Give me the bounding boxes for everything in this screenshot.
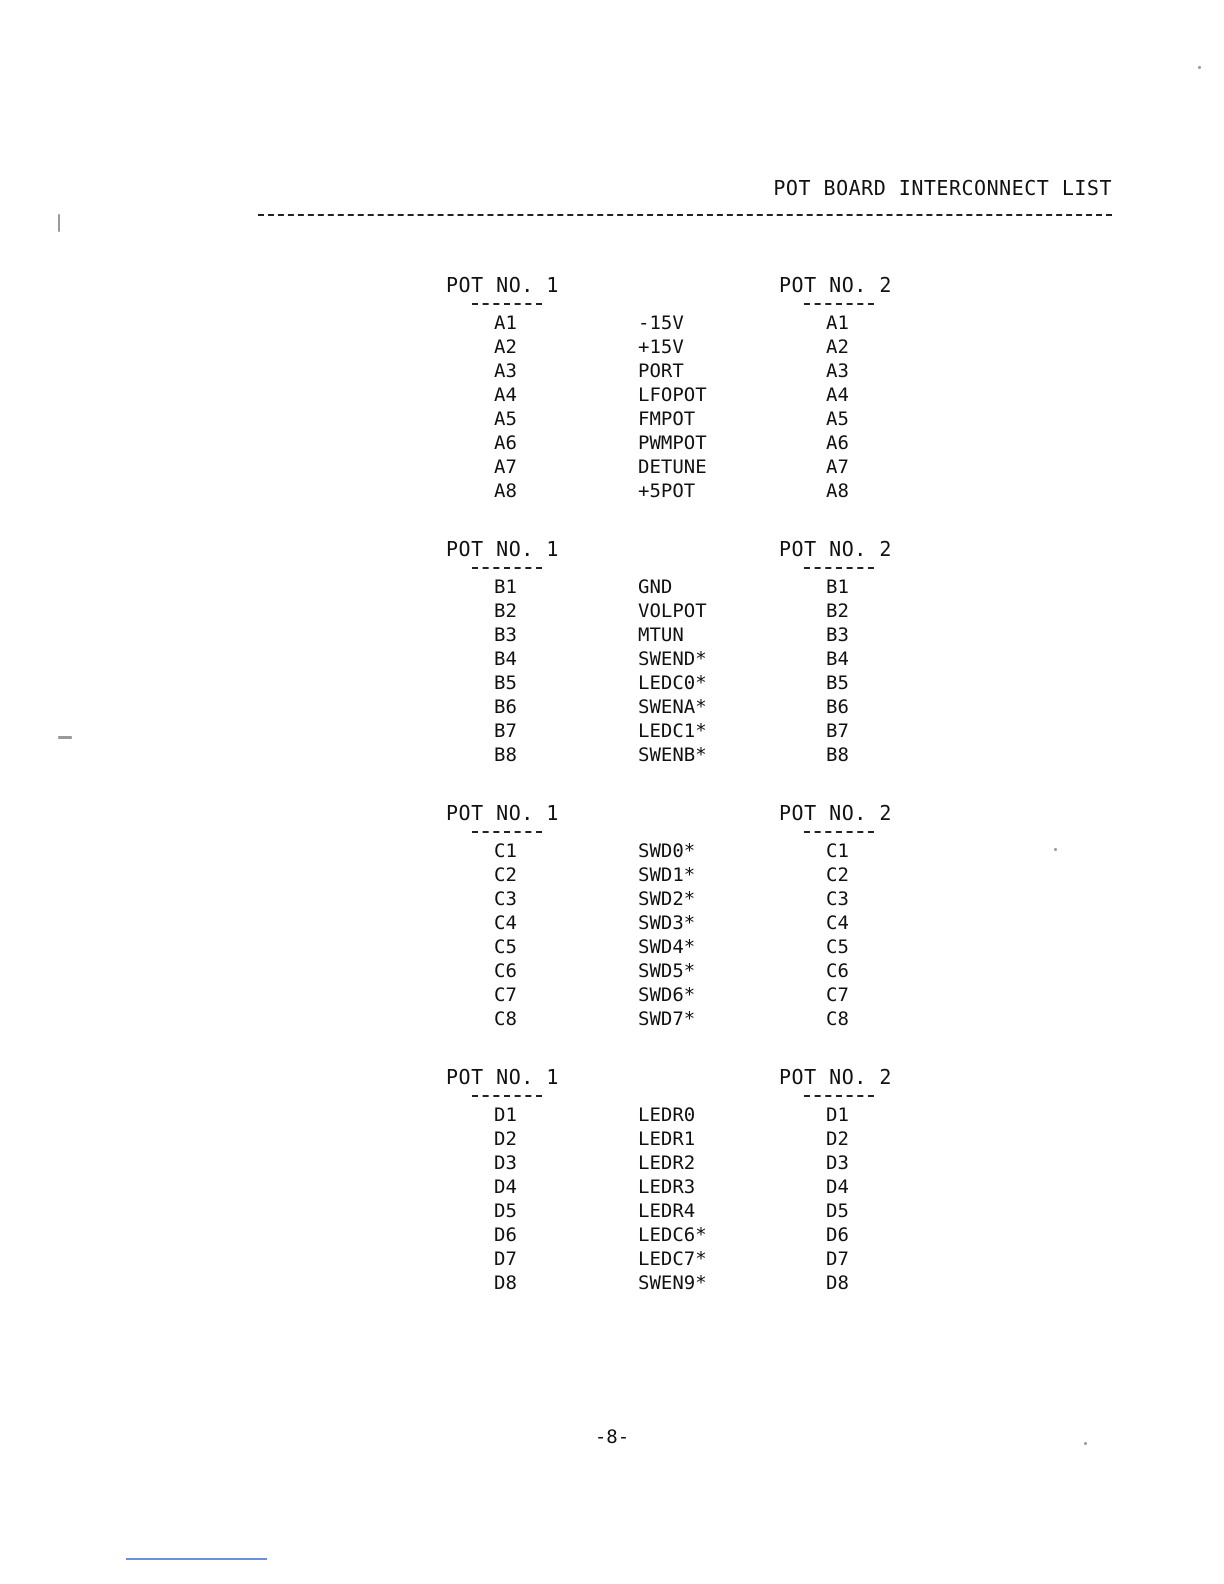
pot1-pin: D4 xyxy=(494,1176,517,1198)
connection-row xyxy=(446,1247,926,1271)
pot2-pin: C2 xyxy=(826,864,849,886)
connection-row xyxy=(446,1175,926,1199)
connection-row xyxy=(446,1151,926,1175)
connection-row xyxy=(446,1271,926,1295)
signal-name: SWD0* xyxy=(638,840,696,862)
pot1-pin: D6 xyxy=(494,1224,517,1246)
signal-name: FMPOT xyxy=(638,408,696,430)
pot1-pin: C1 xyxy=(494,840,517,862)
pot2-pin: A4 xyxy=(826,384,849,406)
scan-speck xyxy=(1084,1442,1087,1445)
section-header-pot-2: POT NO. 2 xyxy=(779,1065,892,1089)
pot2-pin: D2 xyxy=(826,1128,849,1150)
section-header-pot-2: POT NO. 2 xyxy=(779,273,892,297)
connector-section-c xyxy=(446,801,926,1041)
connection-row xyxy=(446,383,926,407)
connection-row xyxy=(446,671,926,695)
pot1-pin: B1 xyxy=(494,576,517,598)
signal-name: SWD2* xyxy=(638,888,696,910)
pot1-pin: B7 xyxy=(494,720,517,742)
pot2-pin: B8 xyxy=(826,744,849,766)
scan-artifact-line xyxy=(126,1558,267,1560)
pot1-pin: D5 xyxy=(494,1200,517,1222)
connection-row xyxy=(446,1127,926,1151)
header-underline-left xyxy=(472,1095,542,1097)
connection-row xyxy=(446,959,926,983)
signal-name: SWENB* xyxy=(638,744,707,766)
signal-name: LEDC7* xyxy=(638,1248,707,1270)
pot1-pin: B2 xyxy=(494,600,517,622)
connection-row xyxy=(446,1007,926,1031)
pot2-pin: A8 xyxy=(826,480,849,502)
pot2-pin: C6 xyxy=(826,960,849,982)
header-underline-right xyxy=(804,831,874,833)
section-header-pot-2: POT NO. 2 xyxy=(779,537,892,561)
signal-name: -15V xyxy=(638,312,684,334)
pot2-pin: A1 xyxy=(826,312,849,334)
pot1-pin: A8 xyxy=(494,480,517,502)
connector-section-a xyxy=(446,273,926,513)
connector-section-d xyxy=(446,1065,926,1305)
pot1-pin: C7 xyxy=(494,984,517,1006)
pot2-pin: C8 xyxy=(826,1008,849,1030)
header-underline-right xyxy=(804,567,874,569)
section-header-pot-1: POT NO. 1 xyxy=(446,1065,559,1089)
header-underline-left xyxy=(472,303,542,305)
signal-name: SWEN9* xyxy=(638,1272,707,1294)
pot2-pin: A3 xyxy=(826,360,849,382)
pot1-pin: D1 xyxy=(494,1104,517,1126)
connection-row xyxy=(446,623,926,647)
connection-row xyxy=(446,911,926,935)
signal-name: LEDR3 xyxy=(638,1176,696,1198)
scan-speck xyxy=(1198,66,1201,69)
pot2-pin: D7 xyxy=(826,1248,849,1270)
pot1-pin: C8 xyxy=(494,1008,517,1030)
signal-name: LFOPOT xyxy=(638,384,707,406)
signal-name: MTUN xyxy=(638,624,684,646)
connection-row xyxy=(446,479,926,503)
connection-row xyxy=(446,575,926,599)
signal-name: SWD6* xyxy=(638,984,696,1006)
signal-name: LEDR0 xyxy=(638,1104,696,1126)
pot2-pin: C4 xyxy=(826,912,849,934)
signal-name: PORT xyxy=(638,360,684,382)
section-header-pot-1: POT NO. 1 xyxy=(446,801,559,825)
signal-name: VOLPOT xyxy=(638,600,707,622)
signal-name: SWD7* xyxy=(638,1008,696,1030)
connection-row xyxy=(446,431,926,455)
pot2-pin: A6 xyxy=(826,432,849,454)
signal-name: SWENA* xyxy=(638,696,707,718)
pot1-pin: A6 xyxy=(494,432,517,454)
signal-name: LEDR2 xyxy=(638,1152,696,1174)
signal-name: LEDR1 xyxy=(638,1128,696,1150)
pot1-pin: A2 xyxy=(494,336,517,358)
pot2-pin: B7 xyxy=(826,720,849,742)
header-underline-left xyxy=(472,567,542,569)
pot1-pin: B3 xyxy=(494,624,517,646)
signal-name: GND xyxy=(638,576,673,598)
scan-speck xyxy=(1054,848,1057,851)
connection-rows xyxy=(446,839,926,1031)
pot2-pin: D6 xyxy=(826,1224,849,1246)
pot2-pin: B6 xyxy=(826,696,849,718)
connection-row xyxy=(446,311,926,335)
pot1-pin: A7 xyxy=(494,456,517,478)
pot1-pin: A1 xyxy=(494,312,517,334)
pot2-pin: B2 xyxy=(826,600,849,622)
connection-row xyxy=(446,407,926,431)
pot2-pin: B4 xyxy=(826,648,849,670)
connection-row xyxy=(446,1199,926,1223)
section-header-pot-2: POT NO. 2 xyxy=(779,801,892,825)
section-header-pot-1: POT NO. 1 xyxy=(446,537,559,561)
connection-row xyxy=(446,455,926,479)
pot2-pin: B3 xyxy=(826,624,849,646)
pot1-pin: C3 xyxy=(494,888,517,910)
header-underline-right xyxy=(804,303,874,305)
pot1-pin: A4 xyxy=(494,384,517,406)
scan-speck xyxy=(58,214,60,232)
pot2-pin: D8 xyxy=(826,1272,849,1294)
signal-name: LEDC1* xyxy=(638,720,707,742)
pot2-pin: D4 xyxy=(826,1176,849,1198)
header-underline-left xyxy=(472,831,542,833)
connection-row xyxy=(446,839,926,863)
pot1-pin: A5 xyxy=(494,408,517,430)
connection-row xyxy=(446,983,926,1007)
connection-row xyxy=(446,1103,926,1127)
pot1-pin: D7 xyxy=(494,1248,517,1270)
pot1-pin: D3 xyxy=(494,1152,517,1174)
connection-row xyxy=(446,743,926,767)
pot1-pin: B8 xyxy=(494,744,517,766)
connection-row xyxy=(446,863,926,887)
signal-name: SWD4* xyxy=(638,936,696,958)
connection-row xyxy=(446,335,926,359)
scan-speck xyxy=(58,736,72,739)
pot2-pin: C3 xyxy=(826,888,849,910)
signal-name: LEDC0* xyxy=(638,672,707,694)
connection-row xyxy=(446,599,926,623)
pot1-pin: A3 xyxy=(494,360,517,382)
pot1-pin: B6 xyxy=(494,696,517,718)
pot2-pin: D5 xyxy=(826,1200,849,1222)
signal-name: LEDR4 xyxy=(638,1200,696,1222)
signal-name: SWD5* xyxy=(638,960,696,982)
signal-name: PWMPOT xyxy=(638,432,707,454)
connection-row xyxy=(446,647,926,671)
connection-rows xyxy=(446,311,926,503)
pot2-pin: C7 xyxy=(826,984,849,1006)
connection-row xyxy=(446,359,926,383)
header-underline-right xyxy=(804,1095,874,1097)
pot1-pin: B5 xyxy=(494,672,517,694)
connector-section-b xyxy=(446,537,926,777)
connection-row xyxy=(446,935,926,959)
pot2-pin: B1 xyxy=(826,576,849,598)
connection-row xyxy=(446,719,926,743)
pot2-pin: A5 xyxy=(826,408,849,430)
connection-row xyxy=(446,1223,926,1247)
pot2-pin: C1 xyxy=(826,840,849,862)
signal-name: LEDC6* xyxy=(638,1224,707,1246)
pot1-pin: C2 xyxy=(494,864,517,886)
pot1-pin: B4 xyxy=(494,648,517,670)
page-number: -8- xyxy=(594,1426,630,1448)
pot2-pin: D1 xyxy=(826,1104,849,1126)
connection-rows xyxy=(446,1103,926,1295)
pot2-pin: C5 xyxy=(826,936,849,958)
signal-name: +5POT xyxy=(638,480,696,502)
pot2-pin: D3 xyxy=(826,1152,849,1174)
pot2-pin: A2 xyxy=(826,336,849,358)
signal-name: SWD1* xyxy=(638,864,696,886)
connection-row xyxy=(446,695,926,719)
signal-name: SWD3* xyxy=(638,912,696,934)
pot1-pin: D2 xyxy=(494,1128,517,1150)
title-rule xyxy=(258,214,1112,216)
page-title: POT BOARD INTERCONNECT LIST xyxy=(773,176,1112,200)
signal-name: SWEND* xyxy=(638,648,707,670)
signal-name: +15V xyxy=(638,336,684,358)
pot1-pin: C4 xyxy=(494,912,517,934)
pot2-pin: B5 xyxy=(826,672,849,694)
connection-row xyxy=(446,887,926,911)
pot2-pin: A7 xyxy=(826,456,849,478)
pot1-pin: C5 xyxy=(494,936,517,958)
pot1-pin: D8 xyxy=(494,1272,517,1294)
section-header-pot-1: POT NO. 1 xyxy=(446,273,559,297)
pot1-pin: C6 xyxy=(494,960,517,982)
connection-rows xyxy=(446,575,926,767)
signal-name: DETUNE xyxy=(638,456,707,478)
